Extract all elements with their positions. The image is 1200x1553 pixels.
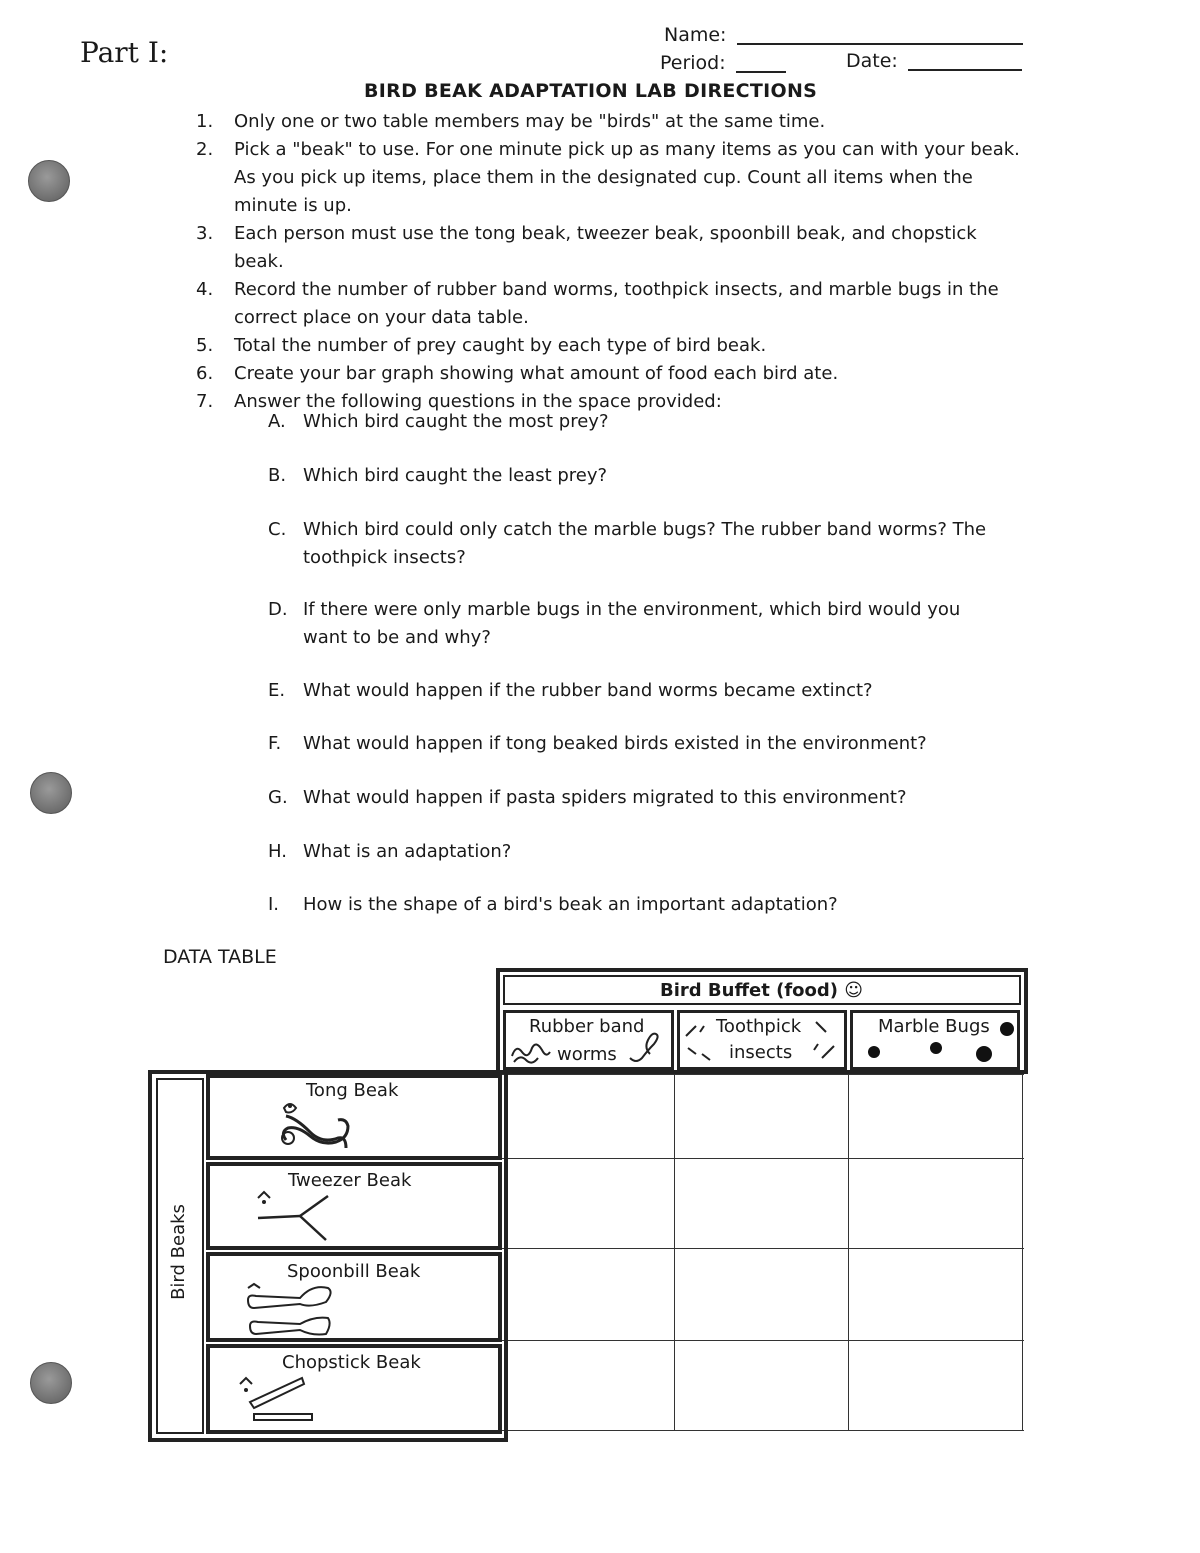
question-e [268, 677, 1008, 705]
binder-hole-top [28, 160, 70, 202]
list-item [196, 108, 1026, 136]
step-number: 7. [196, 391, 214, 412]
step-text: Pick a "beak" to use. For one minute pick up as many items as you can with your beak. As you pick up items, place them in the designated cup. Count all items when the minute is up. [234, 139, 1020, 216]
marble-icon [928, 1040, 944, 1056]
step-number: 1. [196, 111, 214, 132]
step-number: 5. [196, 335, 214, 356]
cell-tweezer-marble[interactable] [852, 1162, 1018, 1246]
question-letter: E. [268, 680, 286, 701]
list-item [196, 332, 1026, 360]
column-rubber-band-line2: worms [557, 1044, 617, 1065]
cell-chopstick-toothpick[interactable] [678, 1344, 844, 1428]
list-item [196, 360, 1026, 388]
question-a [268, 408, 1008, 436]
beak-label-spoonbill: Spoonbill Beak [287, 1261, 421, 1282]
toothpick-icon [682, 1018, 718, 1064]
question-letter: D. [268, 599, 288, 620]
question-letter: G. [268, 787, 288, 808]
cell-tong-toothpick[interactable] [678, 1078, 844, 1156]
step-text: Record the number of rubber band worms, toothpick insects, and marble bugs in the correct place on your data table. [234, 279, 999, 328]
step-text: Only one or two table members may be "birds" at the same time. [234, 111, 826, 132]
list-item [196, 220, 1026, 276]
beak-label-chopstick: Chopstick Beak [282, 1352, 421, 1373]
cell-tong-rubber-band[interactable] [505, 1078, 671, 1156]
question-h [268, 838, 1008, 866]
cell-tong-marble[interactable] [852, 1078, 1018, 1156]
period-line[interactable] [736, 53, 786, 73]
beak-label-tweezer: Tweezer Beak [288, 1170, 412, 1191]
step-text: Answer the following questions in the space provided: [234, 391, 722, 412]
grid-line [500, 1158, 1024, 1159]
tong-beak-icon [276, 1096, 356, 1152]
beak-label-tong: Tong Beak [306, 1080, 399, 1101]
worm-icon [626, 1030, 666, 1066]
list-item [196, 276, 1026, 332]
grid-line [500, 1248, 1024, 1249]
step-text: Total the number of prey caught by each type of bird beak. [234, 335, 767, 356]
column-marble-line1: Marble Bugs [878, 1016, 990, 1037]
marble-icon [974, 1044, 994, 1064]
part-label: Part I: [80, 36, 169, 69]
question-text: How is the shape of a bird's beak an important adaptation? [303, 894, 838, 915]
food-header-title: Bird Buffet (food) ☺ [660, 980, 864, 1001]
question-b [268, 462, 1008, 490]
step-number: 2. [196, 139, 214, 160]
question-text: If there were only marble bugs in the environment, which bird would you want to be and why? [303, 599, 961, 648]
row-group-label: Bird Beaks [168, 1204, 189, 1300]
question-letter: I. [268, 894, 280, 915]
question-letter: A. [268, 411, 286, 432]
grid-line [500, 1074, 1024, 1075]
question-letter: B. [268, 465, 287, 486]
grid-line [500, 1340, 1024, 1341]
question-d [268, 596, 1008, 652]
question-text: Which bird caught the most prey? [303, 411, 609, 432]
cell-chopstick-marble[interactable] [852, 1344, 1018, 1428]
binder-hole-middle [30, 772, 72, 814]
grid-line [1022, 1074, 1023, 1430]
cell-spoonbill-toothpick[interactable] [678, 1252, 844, 1338]
page-title: BIRD BEAK ADAPTATION LAB DIRECTIONS [364, 80, 818, 102]
chopstick-beak-icon [236, 1372, 316, 1426]
name-label: Name: [664, 24, 727, 46]
spoonbill-beak-icon [240, 1280, 336, 1344]
cell-spoonbill-rubber-band[interactable] [505, 1252, 671, 1338]
tweezer-beak-icon [250, 1186, 330, 1244]
step-text: Create your bar graph showing what amount of food each bird ate. [234, 363, 839, 384]
grid-line [500, 1430, 1024, 1431]
date-label: Date: [846, 50, 898, 72]
column-rubber-band-line1: Rubber band [529, 1016, 645, 1037]
step-number: 6. [196, 363, 214, 384]
name-field[interactable] [664, 24, 1023, 46]
date-line[interactable] [908, 51, 1022, 71]
grid-line [674, 1074, 675, 1430]
question-letter: F. [268, 733, 282, 754]
column-toothpick-line1: Toothpick [716, 1016, 802, 1037]
question-letter: H. [268, 841, 287, 862]
question-g [268, 784, 1008, 812]
binder-hole-bottom [30, 1362, 72, 1404]
period-field[interactable] [660, 52, 786, 74]
period-label: Period: [660, 52, 726, 74]
data-table-label: DATA TABLE [163, 946, 277, 968]
question-text: What would happen if pasta spiders migrated to this environment? [303, 787, 907, 808]
date-field[interactable] [846, 50, 1022, 72]
worm-icon [508, 1036, 554, 1066]
marble-icon [866, 1044, 882, 1060]
step-text: Each person must use the tong beak, tweezer beak, spoonbill beak, and chopstick beak. [234, 223, 977, 272]
column-toothpick-line2: insects [729, 1042, 793, 1063]
cell-tweezer-rubber-band[interactable] [505, 1162, 671, 1246]
cell-tweezer-toothpick[interactable] [678, 1162, 844, 1246]
marble-icon [998, 1020, 1016, 1038]
question-text: Which bird caught the least prey? [303, 465, 608, 486]
cell-spoonbill-marble[interactable] [852, 1252, 1018, 1338]
directions-list [196, 108, 1026, 416]
step-number: 3. [196, 223, 214, 244]
cell-chopstick-rubber-band[interactable] [505, 1344, 671, 1428]
question-i [268, 891, 1008, 919]
list-item [196, 136, 1026, 220]
question-letter: C. [268, 519, 287, 540]
step-number: 4. [196, 279, 214, 300]
toothpick-icon [808, 1018, 844, 1064]
question-f [268, 730, 1008, 758]
question-text: What is an adaptation? [303, 841, 512, 862]
question-c [268, 516, 1008, 572]
question-text: What would happen if the rubber band worms became extinct? [303, 680, 873, 701]
name-line[interactable] [737, 25, 1023, 45]
question-text: Which bird could only catch the marble bugs? The rubber band worms? The toothpick insects? [303, 519, 987, 568]
grid-line [848, 1074, 849, 1430]
question-text: What would happen if tong beaked birds existed in the environment? [303, 733, 927, 754]
